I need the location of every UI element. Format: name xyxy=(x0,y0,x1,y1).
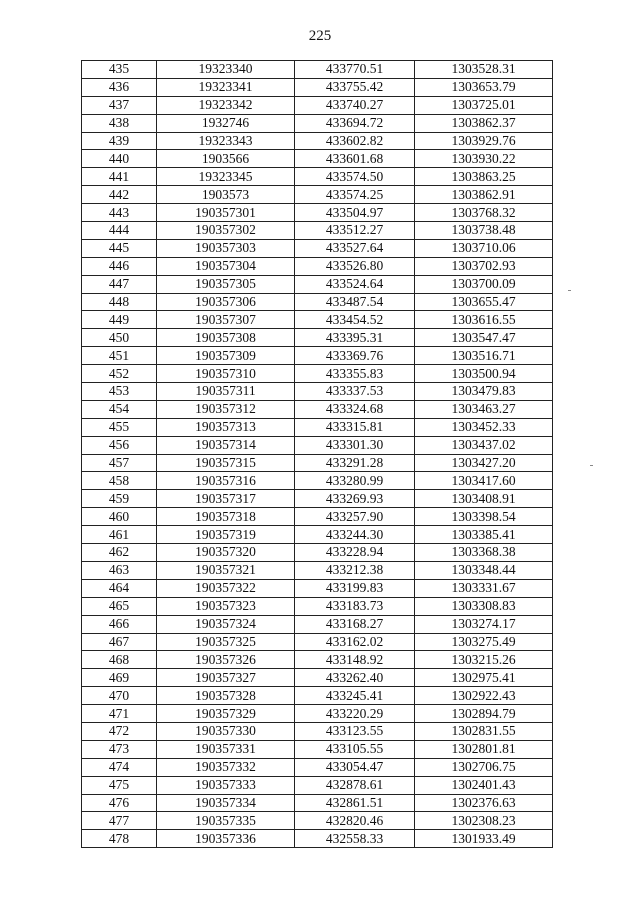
table-row xyxy=(82,544,553,562)
table-row xyxy=(82,383,553,401)
x-coordinate-cell: 433162.02 xyxy=(295,633,415,651)
x-coordinate-cell: 433280.99 xyxy=(295,472,415,490)
table-row xyxy=(82,365,553,383)
row-number-cell: 467 xyxy=(82,633,157,651)
row-number-cell: 445 xyxy=(82,239,157,257)
point-id-cell: 190357322 xyxy=(157,579,295,597)
x-coordinate-cell: 433526.80 xyxy=(295,257,415,275)
point-id-cell: 190357331 xyxy=(157,740,295,758)
scan-speck xyxy=(568,290,571,291)
table-row xyxy=(82,669,553,687)
table-row xyxy=(82,794,553,812)
table-row xyxy=(82,222,553,240)
row-number-cell: 465 xyxy=(82,597,157,615)
table-row xyxy=(82,204,553,222)
row-number-cell: 472 xyxy=(82,722,157,740)
y-coordinate-cell: 1302975.41 xyxy=(415,669,553,687)
point-id-cell: 190357321 xyxy=(157,561,295,579)
y-coordinate-cell: 1303427.20 xyxy=(415,454,553,472)
table-row xyxy=(82,293,553,311)
row-number-cell: 444 xyxy=(82,222,157,240)
point-id-cell: 190357317 xyxy=(157,490,295,508)
table-row xyxy=(82,311,553,329)
point-id-cell: 1932746 xyxy=(157,114,295,132)
point-id-cell: 1903566 xyxy=(157,150,295,168)
y-coordinate-cell: 1303738.48 xyxy=(415,222,553,240)
point-id-cell: 190357309 xyxy=(157,347,295,365)
row-number-cell: 435 xyxy=(82,61,157,79)
y-coordinate-cell: 1302401.43 xyxy=(415,776,553,794)
x-coordinate-cell: 433199.83 xyxy=(295,579,415,597)
coordinates-table xyxy=(81,60,553,848)
y-coordinate-cell: 1303385.41 xyxy=(415,526,553,544)
point-id-cell: 190357319 xyxy=(157,526,295,544)
row-number-cell: 446 xyxy=(82,257,157,275)
x-coordinate-cell: 433454.52 xyxy=(295,311,415,329)
row-number-cell: 447 xyxy=(82,275,157,293)
table-row xyxy=(82,615,553,633)
row-number-cell: 478 xyxy=(82,830,157,848)
point-id-cell: 190357315 xyxy=(157,454,295,472)
table-row xyxy=(82,400,553,418)
x-coordinate-cell: 433105.55 xyxy=(295,740,415,758)
y-coordinate-cell: 1302831.55 xyxy=(415,722,553,740)
y-coordinate-cell: 1303862.37 xyxy=(415,114,553,132)
x-coordinate-cell: 433369.76 xyxy=(295,347,415,365)
x-coordinate-cell: 433257.90 xyxy=(295,508,415,526)
x-coordinate-cell: 433574.50 xyxy=(295,168,415,186)
row-number-cell: 459 xyxy=(82,490,157,508)
row-number-cell: 460 xyxy=(82,508,157,526)
row-number-cell: 466 xyxy=(82,615,157,633)
y-coordinate-cell: 1302376.63 xyxy=(415,794,553,812)
row-number-cell: 448 xyxy=(82,293,157,311)
x-coordinate-cell: 433220.29 xyxy=(295,705,415,723)
point-id-cell: 190357332 xyxy=(157,758,295,776)
point-id-cell: 190357305 xyxy=(157,275,295,293)
y-coordinate-cell: 1303463.27 xyxy=(415,400,553,418)
scan-speck xyxy=(590,465,593,466)
x-coordinate-cell: 433395.31 xyxy=(295,329,415,347)
x-coordinate-cell: 433527.64 xyxy=(295,239,415,257)
x-coordinate-cell: 433269.93 xyxy=(295,490,415,508)
y-coordinate-cell: 1303479.83 xyxy=(415,383,553,401)
point-id-cell: 190357312 xyxy=(157,400,295,418)
table-row xyxy=(82,329,553,347)
point-id-cell: 190357302 xyxy=(157,222,295,240)
row-number-cell: 437 xyxy=(82,96,157,114)
x-coordinate-cell: 433168.27 xyxy=(295,615,415,633)
x-coordinate-cell: 433301.30 xyxy=(295,436,415,454)
row-number-cell: 473 xyxy=(82,740,157,758)
table-row xyxy=(82,168,553,186)
table-row xyxy=(82,78,553,96)
row-number-cell: 439 xyxy=(82,132,157,150)
table-row xyxy=(82,96,553,114)
table-row xyxy=(82,633,553,651)
y-coordinate-cell: 1303655.47 xyxy=(415,293,553,311)
table-row xyxy=(82,651,553,669)
point-id-cell: 190357308 xyxy=(157,329,295,347)
y-coordinate-cell: 1302922.43 xyxy=(415,687,553,705)
point-id-cell: 190357301 xyxy=(157,204,295,222)
y-coordinate-cell: 1303275.49 xyxy=(415,633,553,651)
y-coordinate-cell: 1303452.33 xyxy=(415,418,553,436)
table-row xyxy=(82,758,553,776)
point-id-cell: 190357328 xyxy=(157,687,295,705)
row-number-cell: 468 xyxy=(82,651,157,669)
x-coordinate-cell: 433602.82 xyxy=(295,132,415,150)
row-number-cell: 443 xyxy=(82,204,157,222)
point-id-cell: 190357336 xyxy=(157,830,295,848)
x-coordinate-cell: 433291.28 xyxy=(295,454,415,472)
point-id-cell: 190357327 xyxy=(157,669,295,687)
table-row xyxy=(82,132,553,150)
point-id-cell: 190357323 xyxy=(157,597,295,615)
table-row xyxy=(82,436,553,454)
point-id-cell: 190357325 xyxy=(157,633,295,651)
x-coordinate-cell: 432861.51 xyxy=(295,794,415,812)
x-coordinate-cell: 433694.72 xyxy=(295,114,415,132)
table-row xyxy=(82,526,553,544)
table-row xyxy=(82,722,553,740)
row-number-cell: 441 xyxy=(82,168,157,186)
y-coordinate-cell: 1303417.60 xyxy=(415,472,553,490)
row-number-cell: 469 xyxy=(82,669,157,687)
x-coordinate-cell: 432878.61 xyxy=(295,776,415,794)
point-id-cell: 190357303 xyxy=(157,239,295,257)
x-coordinate-cell: 432820.46 xyxy=(295,812,415,830)
row-number-cell: 438 xyxy=(82,114,157,132)
table-row xyxy=(82,561,553,579)
x-coordinate-cell: 433123.55 xyxy=(295,722,415,740)
y-coordinate-cell: 1303215.26 xyxy=(415,651,553,669)
y-coordinate-cell: 1303331.67 xyxy=(415,579,553,597)
y-coordinate-cell: 1303368.38 xyxy=(415,544,553,562)
row-number-cell: 436 xyxy=(82,78,157,96)
y-coordinate-cell: 1303653.79 xyxy=(415,78,553,96)
x-coordinate-cell: 433337.53 xyxy=(295,383,415,401)
x-coordinate-cell: 433245.41 xyxy=(295,687,415,705)
x-coordinate-cell: 433487.54 xyxy=(295,293,415,311)
y-coordinate-cell: 1303725.01 xyxy=(415,96,553,114)
row-number-cell: 475 xyxy=(82,776,157,794)
table-row xyxy=(82,776,553,794)
point-id-cell: 190357326 xyxy=(157,651,295,669)
y-coordinate-cell: 1303710.06 xyxy=(415,239,553,257)
y-coordinate-cell: 1302308.23 xyxy=(415,812,553,830)
table-row xyxy=(82,150,553,168)
row-number-cell: 464 xyxy=(82,579,157,597)
y-coordinate-cell: 1303516.71 xyxy=(415,347,553,365)
table-row xyxy=(82,186,553,204)
y-coordinate-cell: 1303398.54 xyxy=(415,508,553,526)
row-number-cell: 440 xyxy=(82,150,157,168)
point-id-cell: 190357306 xyxy=(157,293,295,311)
point-id-cell: 190357304 xyxy=(157,257,295,275)
x-coordinate-cell: 432558.33 xyxy=(295,830,415,848)
page-number: 225 xyxy=(308,28,332,44)
coordinates-table-body xyxy=(82,61,553,848)
y-coordinate-cell: 1303930.22 xyxy=(415,150,553,168)
row-number-cell: 463 xyxy=(82,561,157,579)
y-coordinate-cell: 1303437.02 xyxy=(415,436,553,454)
point-id-cell: 190357316 xyxy=(157,472,295,490)
table-row xyxy=(82,347,553,365)
y-coordinate-cell: 1303500.94 xyxy=(415,365,553,383)
table-row xyxy=(82,490,553,508)
point-id-cell: 190357311 xyxy=(157,383,295,401)
point-id-cell: 190357330 xyxy=(157,722,295,740)
row-number-cell: 451 xyxy=(82,347,157,365)
point-id-cell: 190357318 xyxy=(157,508,295,526)
table-row xyxy=(82,740,553,758)
row-number-cell: 449 xyxy=(82,311,157,329)
x-coordinate-cell: 433512.27 xyxy=(295,222,415,240)
table-row xyxy=(82,418,553,436)
point-id-cell: 190357324 xyxy=(157,615,295,633)
table-row xyxy=(82,472,553,490)
y-coordinate-cell: 1303700.09 xyxy=(415,275,553,293)
table-row xyxy=(82,275,553,293)
point-id-cell: 190357320 xyxy=(157,544,295,562)
x-coordinate-cell: 433212.38 xyxy=(295,561,415,579)
x-coordinate-cell: 433770.51 xyxy=(295,61,415,79)
y-coordinate-cell: 1303408.91 xyxy=(415,490,553,508)
y-coordinate-cell: 1302894.79 xyxy=(415,705,553,723)
x-coordinate-cell: 433755.42 xyxy=(295,78,415,96)
row-number-cell: 454 xyxy=(82,400,157,418)
row-number-cell: 442 xyxy=(82,186,157,204)
x-coordinate-cell: 433601.68 xyxy=(295,150,415,168)
table-row xyxy=(82,687,553,705)
y-coordinate-cell: 1303702.93 xyxy=(415,257,553,275)
point-id-cell: 190357310 xyxy=(157,365,295,383)
x-coordinate-cell: 433228.94 xyxy=(295,544,415,562)
row-number-cell: 471 xyxy=(82,705,157,723)
row-number-cell: 462 xyxy=(82,544,157,562)
x-coordinate-cell: 433574.25 xyxy=(295,186,415,204)
y-coordinate-cell: 1303929.76 xyxy=(415,132,553,150)
y-coordinate-cell: 1303308.83 xyxy=(415,597,553,615)
x-coordinate-cell: 433315.81 xyxy=(295,418,415,436)
row-number-cell: 452 xyxy=(82,365,157,383)
row-number-cell: 456 xyxy=(82,436,157,454)
table-row xyxy=(82,812,553,830)
point-id-cell: 190357314 xyxy=(157,436,295,454)
row-number-cell: 470 xyxy=(82,687,157,705)
x-coordinate-cell: 433054.47 xyxy=(295,758,415,776)
y-coordinate-cell: 1303616.55 xyxy=(415,311,553,329)
y-coordinate-cell: 1303274.17 xyxy=(415,615,553,633)
x-coordinate-cell: 433183.73 xyxy=(295,597,415,615)
y-coordinate-cell: 1303768.32 xyxy=(415,204,553,222)
point-id-cell: 190357329 xyxy=(157,705,295,723)
point-id-cell: 19323342 xyxy=(157,96,295,114)
row-number-cell: 458 xyxy=(82,472,157,490)
table-row xyxy=(82,257,553,275)
x-coordinate-cell: 433148.92 xyxy=(295,651,415,669)
x-coordinate-cell: 433262.40 xyxy=(295,669,415,687)
table-row xyxy=(82,705,553,723)
y-coordinate-cell: 1303547.47 xyxy=(415,329,553,347)
table-row xyxy=(82,61,553,79)
y-coordinate-cell: 1303528.31 xyxy=(415,61,553,79)
y-coordinate-cell: 1302801.81 xyxy=(415,740,553,758)
point-id-cell: 190357334 xyxy=(157,794,295,812)
x-coordinate-cell: 433524.64 xyxy=(295,275,415,293)
table-row xyxy=(82,114,553,132)
x-coordinate-cell: 433504.97 xyxy=(295,204,415,222)
point-id-cell: 19323343 xyxy=(157,132,295,150)
point-id-cell: 1903573 xyxy=(157,186,295,204)
table-row xyxy=(82,597,553,615)
row-number-cell: 457 xyxy=(82,454,157,472)
table-row xyxy=(82,830,553,848)
point-id-cell: 19323345 xyxy=(157,168,295,186)
y-coordinate-cell: 1302706.75 xyxy=(415,758,553,776)
row-number-cell: 450 xyxy=(82,329,157,347)
point-id-cell: 19323340 xyxy=(157,61,295,79)
y-coordinate-cell: 1301933.49 xyxy=(415,830,553,848)
point-id-cell: 190357313 xyxy=(157,418,295,436)
row-number-cell: 474 xyxy=(82,758,157,776)
x-coordinate-cell: 433355.83 xyxy=(295,365,415,383)
table-row xyxy=(82,454,553,472)
point-id-cell: 190357333 xyxy=(157,776,295,794)
point-id-cell: 190357307 xyxy=(157,311,295,329)
x-coordinate-cell: 433324.68 xyxy=(295,400,415,418)
y-coordinate-cell: 1303348.44 xyxy=(415,561,553,579)
table-row xyxy=(82,239,553,257)
table-row xyxy=(82,579,553,597)
row-number-cell: 477 xyxy=(82,812,157,830)
y-coordinate-cell: 1303862.91 xyxy=(415,186,553,204)
row-number-cell: 453 xyxy=(82,383,157,401)
table-row xyxy=(82,508,553,526)
x-coordinate-cell: 433244.30 xyxy=(295,526,415,544)
point-id-cell: 19323341 xyxy=(157,78,295,96)
row-number-cell: 476 xyxy=(82,794,157,812)
x-coordinate-cell: 433740.27 xyxy=(295,96,415,114)
row-number-cell: 455 xyxy=(82,418,157,436)
row-number-cell: 461 xyxy=(82,526,157,544)
point-id-cell: 190357335 xyxy=(157,812,295,830)
y-coordinate-cell: 1303863.25 xyxy=(415,168,553,186)
